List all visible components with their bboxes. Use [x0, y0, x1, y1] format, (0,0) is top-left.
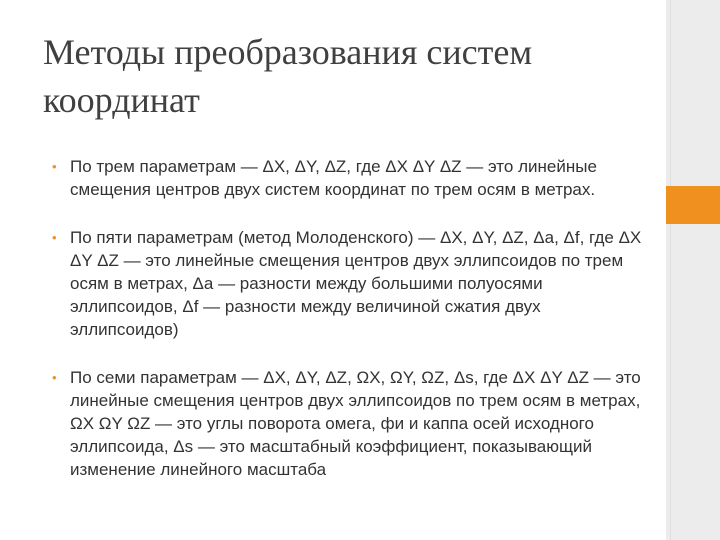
- side-band-divider: [670, 0, 671, 540]
- accent-block: [666, 186, 720, 224]
- bullet-icon: •: [52, 370, 57, 385]
- bullet-item: [52, 155, 642, 201]
- bullet-text: По пяти параметрам (метод Молоденского) — ΔX, ΔY, ΔZ, Δa, Δf, где ΔX ΔY ΔZ — это линейные смещения центров двух эллипсоидов по трем осям в метрах, Δa — разности между большими полуосями эллипсоидов, Δf — разности между величиной сжатия двух эллипсоидов): [70, 228, 642, 339]
- side-band: [666, 0, 720, 540]
- bullet-list: [52, 155, 642, 506]
- bullet-text: По трем параметрам — ΔX, ΔY, ΔZ, где ΔX ΔY ΔZ — это линейные смещения центров двух систем координат по трем осям в метрах.: [70, 157, 597, 199]
- slide-title: Методы преобразования систем координат: [43, 32, 533, 120]
- bullet-item: [52, 226, 642, 341]
- bullet-text: По семи параметрам — ΔX, ΔY, ΔZ, ΩX, ΩY, ΩZ, Δs, где ΔX ΔY ΔZ — это линейные смещения центров двух эллипсоидов по трем осям в метрах, ΩX ΩY ΩZ — это углы поворота омега, фи и каппа осей исходного эллипсоида, Δs — это масштабный коэффициент, показывающий изменение линейного масштаба: [70, 368, 641, 479]
- bullet-icon: •: [52, 159, 57, 174]
- bullet-item: [52, 366, 642, 481]
- bullet-icon: •: [52, 230, 57, 245]
